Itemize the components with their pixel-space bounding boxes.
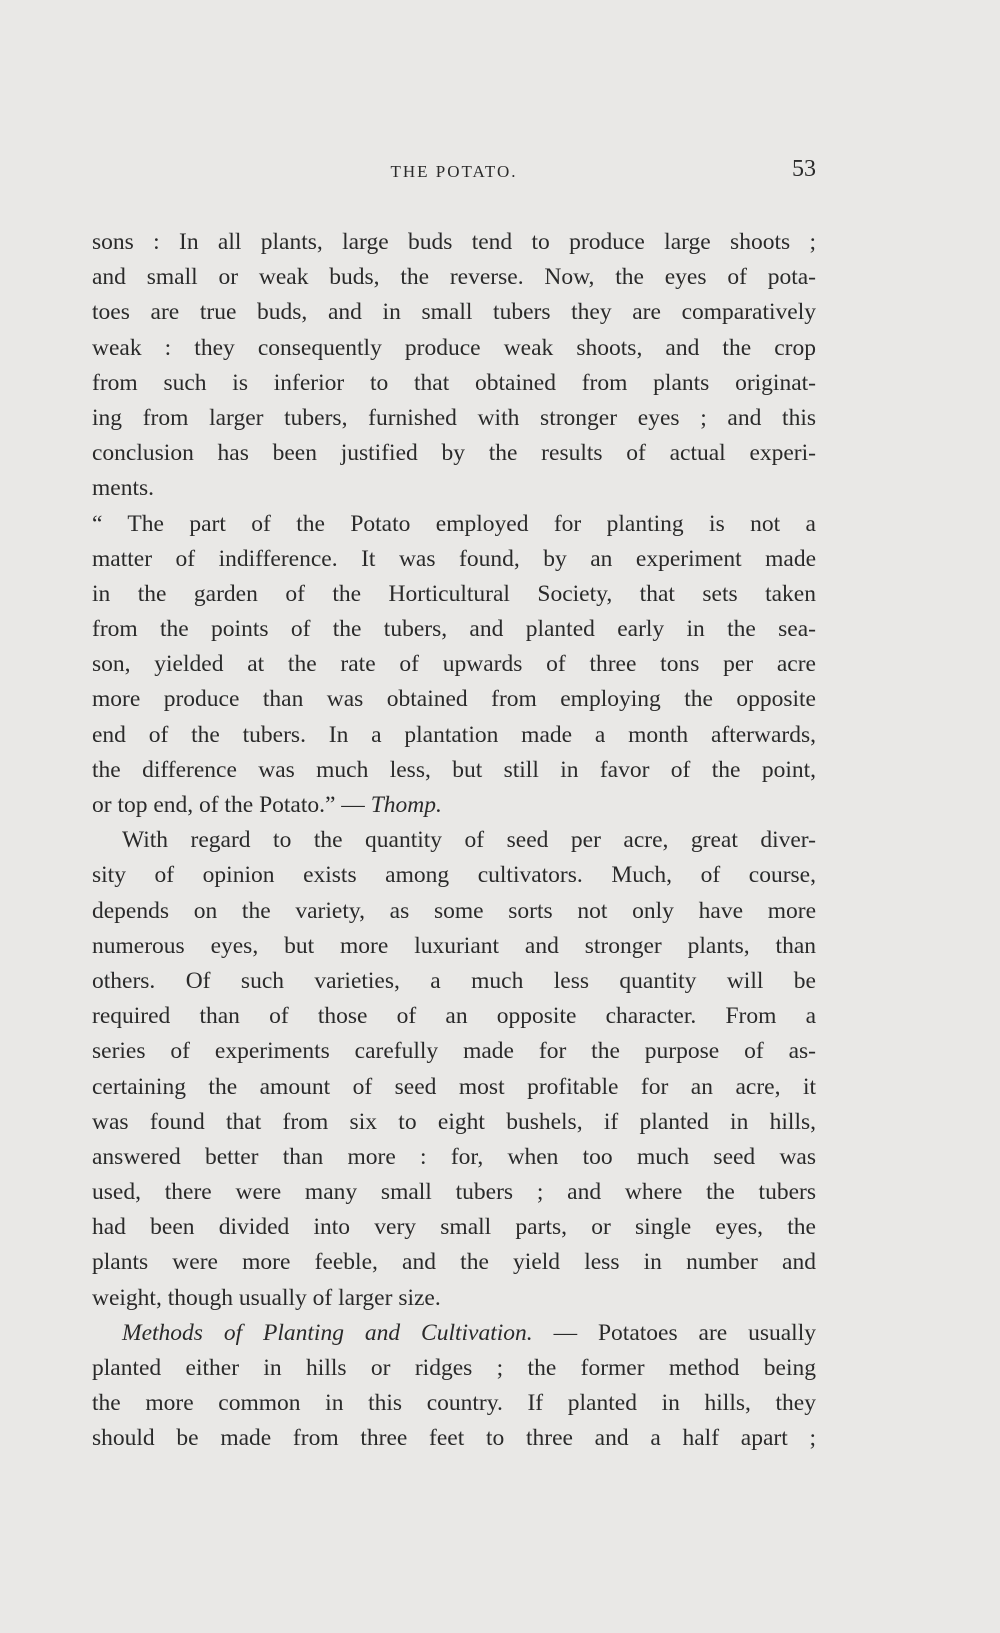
text-line: conclusion has been justified by the results of actual experi- (92, 440, 816, 467)
text-line: weak : they consequently produce weak shoots, and the crop (92, 334, 816, 361)
text-line: “ The part of the Potato employed for planting is not a (92, 510, 816, 537)
running-title: THE POTATO. (390, 162, 518, 181)
running-head (92, 156, 816, 192)
text-line: from the points of the tubers, and planted early in the sea- (92, 616, 816, 643)
text-line: series of experiments carefully made for the purpose of as- (92, 1038, 816, 1065)
text-line: should be made from three feet to three and a half apart ; (92, 1425, 816, 1452)
text-line: matter of indifference. It was found, by an experiment made (92, 545, 816, 572)
text-line: end of the tubers. In a plantation made a month afterwards, (92, 721, 816, 748)
text-line: the difference was much less, but still in favor of the point, (92, 756, 816, 783)
text-line: in the garden of the Horticultural Society, that sets taken (92, 580, 816, 607)
body-text (92, 225, 816, 1457)
text-line: With regard to the quantity of seed per acre, great diver- (122, 827, 816, 854)
text-line: son, yielded at the rate of upwards of three tons per acre (92, 651, 816, 678)
text-line: ing from larger tubers, furnished with stronger eyes ; and this (92, 404, 816, 431)
text-line: depends on the variety, as some sorts not only have more (92, 897, 816, 924)
text-line (92, 1316, 816, 1351)
citation: Thomp. (370, 792, 442, 818)
text-line: the more common in this country. If planted in hills, they (92, 1390, 816, 1417)
text-line: certaining the amount of seed most profitable for an acre, it (92, 1073, 816, 1100)
quote-close: or top end, of the Potato.” — (92, 792, 371, 818)
text-line (92, 788, 816, 823)
text-line: answered better than more : for, when too much seed was (92, 1143, 816, 1170)
section-heading: Methods of Planting and Cultivation. (122, 1319, 533, 1346)
section-lead: — Potatoes are usually (532, 1319, 816, 1346)
text-line: was found that from six to eight bushels, if planted in hills, (92, 1108, 816, 1135)
text-line: used, there were many small tubers ; and where the tubers (92, 1179, 816, 1206)
text-line: numerous eyes, but more luxuriant and stronger plants, than (92, 932, 816, 959)
text-line: ments. (92, 475, 155, 502)
text-line: and small or weak buds, the reverse. Now, the eyes of pota- (92, 264, 816, 291)
text-line: planted either in hills or ridges ; the former method being (92, 1355, 816, 1381)
text-line: toes are true buds, and in small tubers they are comparatively (92, 299, 816, 326)
text-line: weight, though usually of larger size. (92, 1284, 441, 1311)
text-line: had been divided into very small parts, or single eyes, the (92, 1214, 816, 1241)
text-line: sity of opinion exists among cultivators. Much, of course, (92, 862, 816, 889)
text-line: more produce than was obtained from employing the opposite (92, 686, 816, 713)
page-number: 53 (792, 156, 816, 182)
text-line: from such is inferior to that obtained from plants originat- (92, 369, 816, 396)
text-line: plants were more feeble, and the yield less in number and (92, 1249, 816, 1276)
text-line: others. Of such varieties, a much less quantity will be (92, 967, 816, 994)
text-line: required than of those of an opposite character. From a (92, 1003, 816, 1030)
text-line: sons : In all plants, large buds tend to produce large shoots ; (92, 229, 816, 255)
